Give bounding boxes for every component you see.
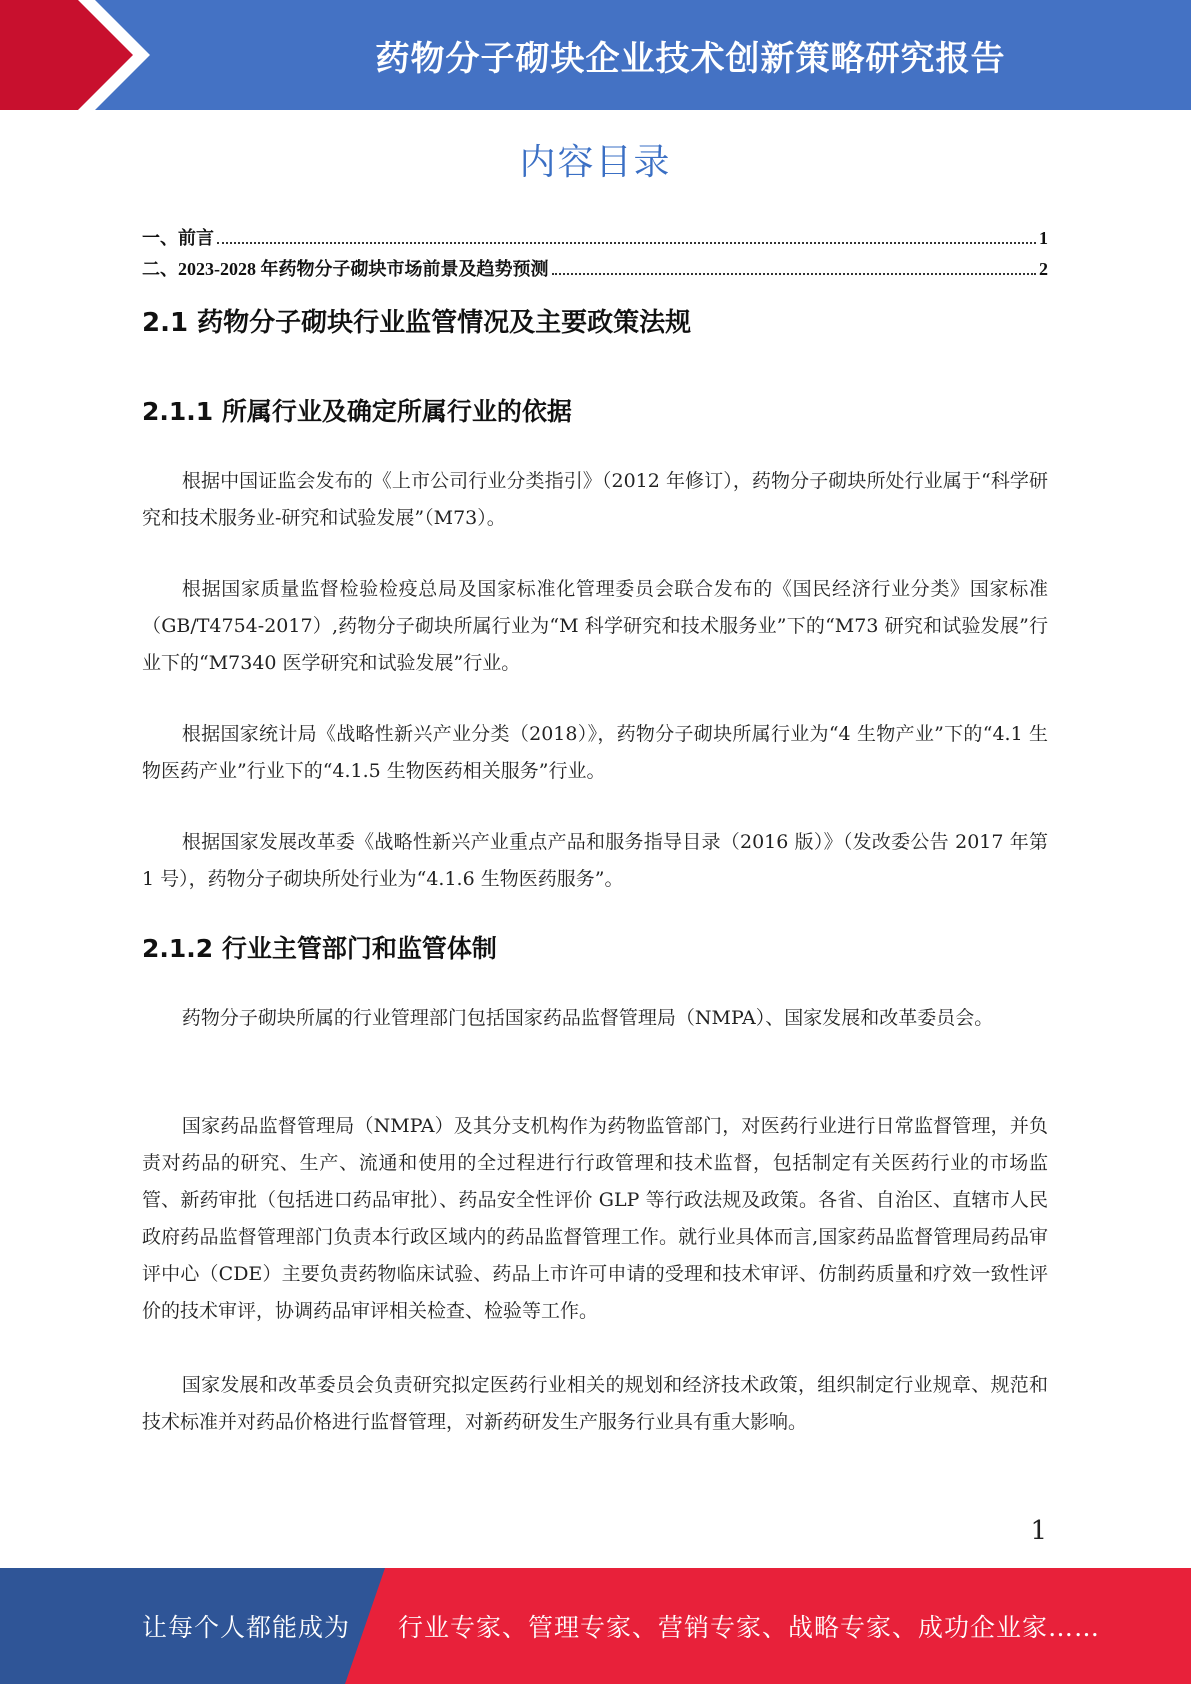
footer-slogan-left: 让每个人都能成为 (142, 1613, 351, 1642)
paragraph: 国家药品监督管理局（NMPA）及其分支机构作为药物监管部门，对医药行业进行日常监督管理，并负责对药品的研究、生产、流通和使用的全过程进行行政管理和技术监督，包括制定有关医药行业的市场监管、新药审批（包括进口药品审批）、药品安全性评价 GLP 等行政法规及政策。各省、自治区、直辖市人民政府药品监督管理部门负责本行政区域内的药品监督管理工作。就行业具体而言,国家药品监督管理局药品审评中心（CDE）主要负责药物临床试验、药品上市许可申请的受理和技术审评、仿制药质量和疗效一致性评价的技术审评，协调药品审评相关检查、检验等工作。 (142, 1115, 1048, 1322)
paragraph: 国家发展和改革委员会负责研究拟定医药行业相关的规划和经济技术政策，组织制定行业规章、规范和技术标准并对药品价格进行监督管理，对新药研发生产服务行业具有重大影响。 (142, 1374, 1048, 1433)
toc-entry[interactable] (142, 224, 1048, 255)
paragraph: 根据国家发展改革委《战略性新兴产业重点产品和服务指导目录（2016 版）》（发改委公告 2017 年第 1 号），药物分子砌块所处行业为“4.1.6 生物医药服务”。 (142, 831, 1048, 890)
toc-entry-page: 1 (1039, 228, 1048, 248)
toc-leader (217, 242, 1036, 244)
toc-entry-label: 一、前言 (142, 228, 214, 248)
section-heading-2-1: 2.1 药物分子砌块行业监管情况及主要政策法规 (142, 308, 692, 338)
toc-entry[interactable] (142, 255, 1048, 286)
section-heading-2-1-2: 2.1.2 行业主管部门和监管体制 (142, 934, 497, 963)
section-heading-2-1-1: 2.1.1 所属行业及确定所属行业的依据 (142, 397, 572, 426)
paragraph: 根据国家质量监督检验检疫总局及国家标准化管理委员会联合发布的《国民经济行业分类》国家标准（GB/T4754-2017）,药物分子砌块所属行业为“M 科学研究和技术服务业”下的“M73 研究和试验发展”行业下的“M7340 医学研究和试验发展”行业。 (142, 578, 1048, 674)
page-number: 1 (1030, 1516, 1047, 1546)
paragraph: 根据国家统计局《战略性新兴产业分类（2018）》，药物分子砌块所属行业为“4 生物产业”下的“4.1 生物医药产业”行业下的“4.1.5 生物医药相关服务”行业。 (142, 723, 1048, 782)
toc-entry-label: 二、2023-2028 年药物分子砌块市场前景及趋势预测 (142, 259, 549, 279)
footer-banner (0, 1568, 1191, 1684)
toc-leader (552, 273, 1037, 275)
footer-slogan-right: 行业专家、管理专家、营销专家、战略专家、成功企业家…… (398, 1613, 1101, 1642)
toc-entry-page: 2 (1039, 259, 1048, 279)
header-banner (0, 0, 1191, 110)
paragraph: 根据中国证监会发布的《上市公司行业分类指引》（2012 年修订），药物分子砌块所处行业属于“科学研究和技术服务业-研究和试验发展”（M73）。 (142, 470, 1048, 529)
table-of-contents (142, 224, 1048, 286)
toc-title: 内容目录 (519, 142, 672, 183)
paragraph: 药物分子砌块所属的行业管理部门包括国家药品监督管理局（NMPA）、国家发展和改革委员会。 (181, 1007, 994, 1029)
report-title: 药物分子砌块企业技术创新策略研究报告 (375, 38, 1006, 79)
